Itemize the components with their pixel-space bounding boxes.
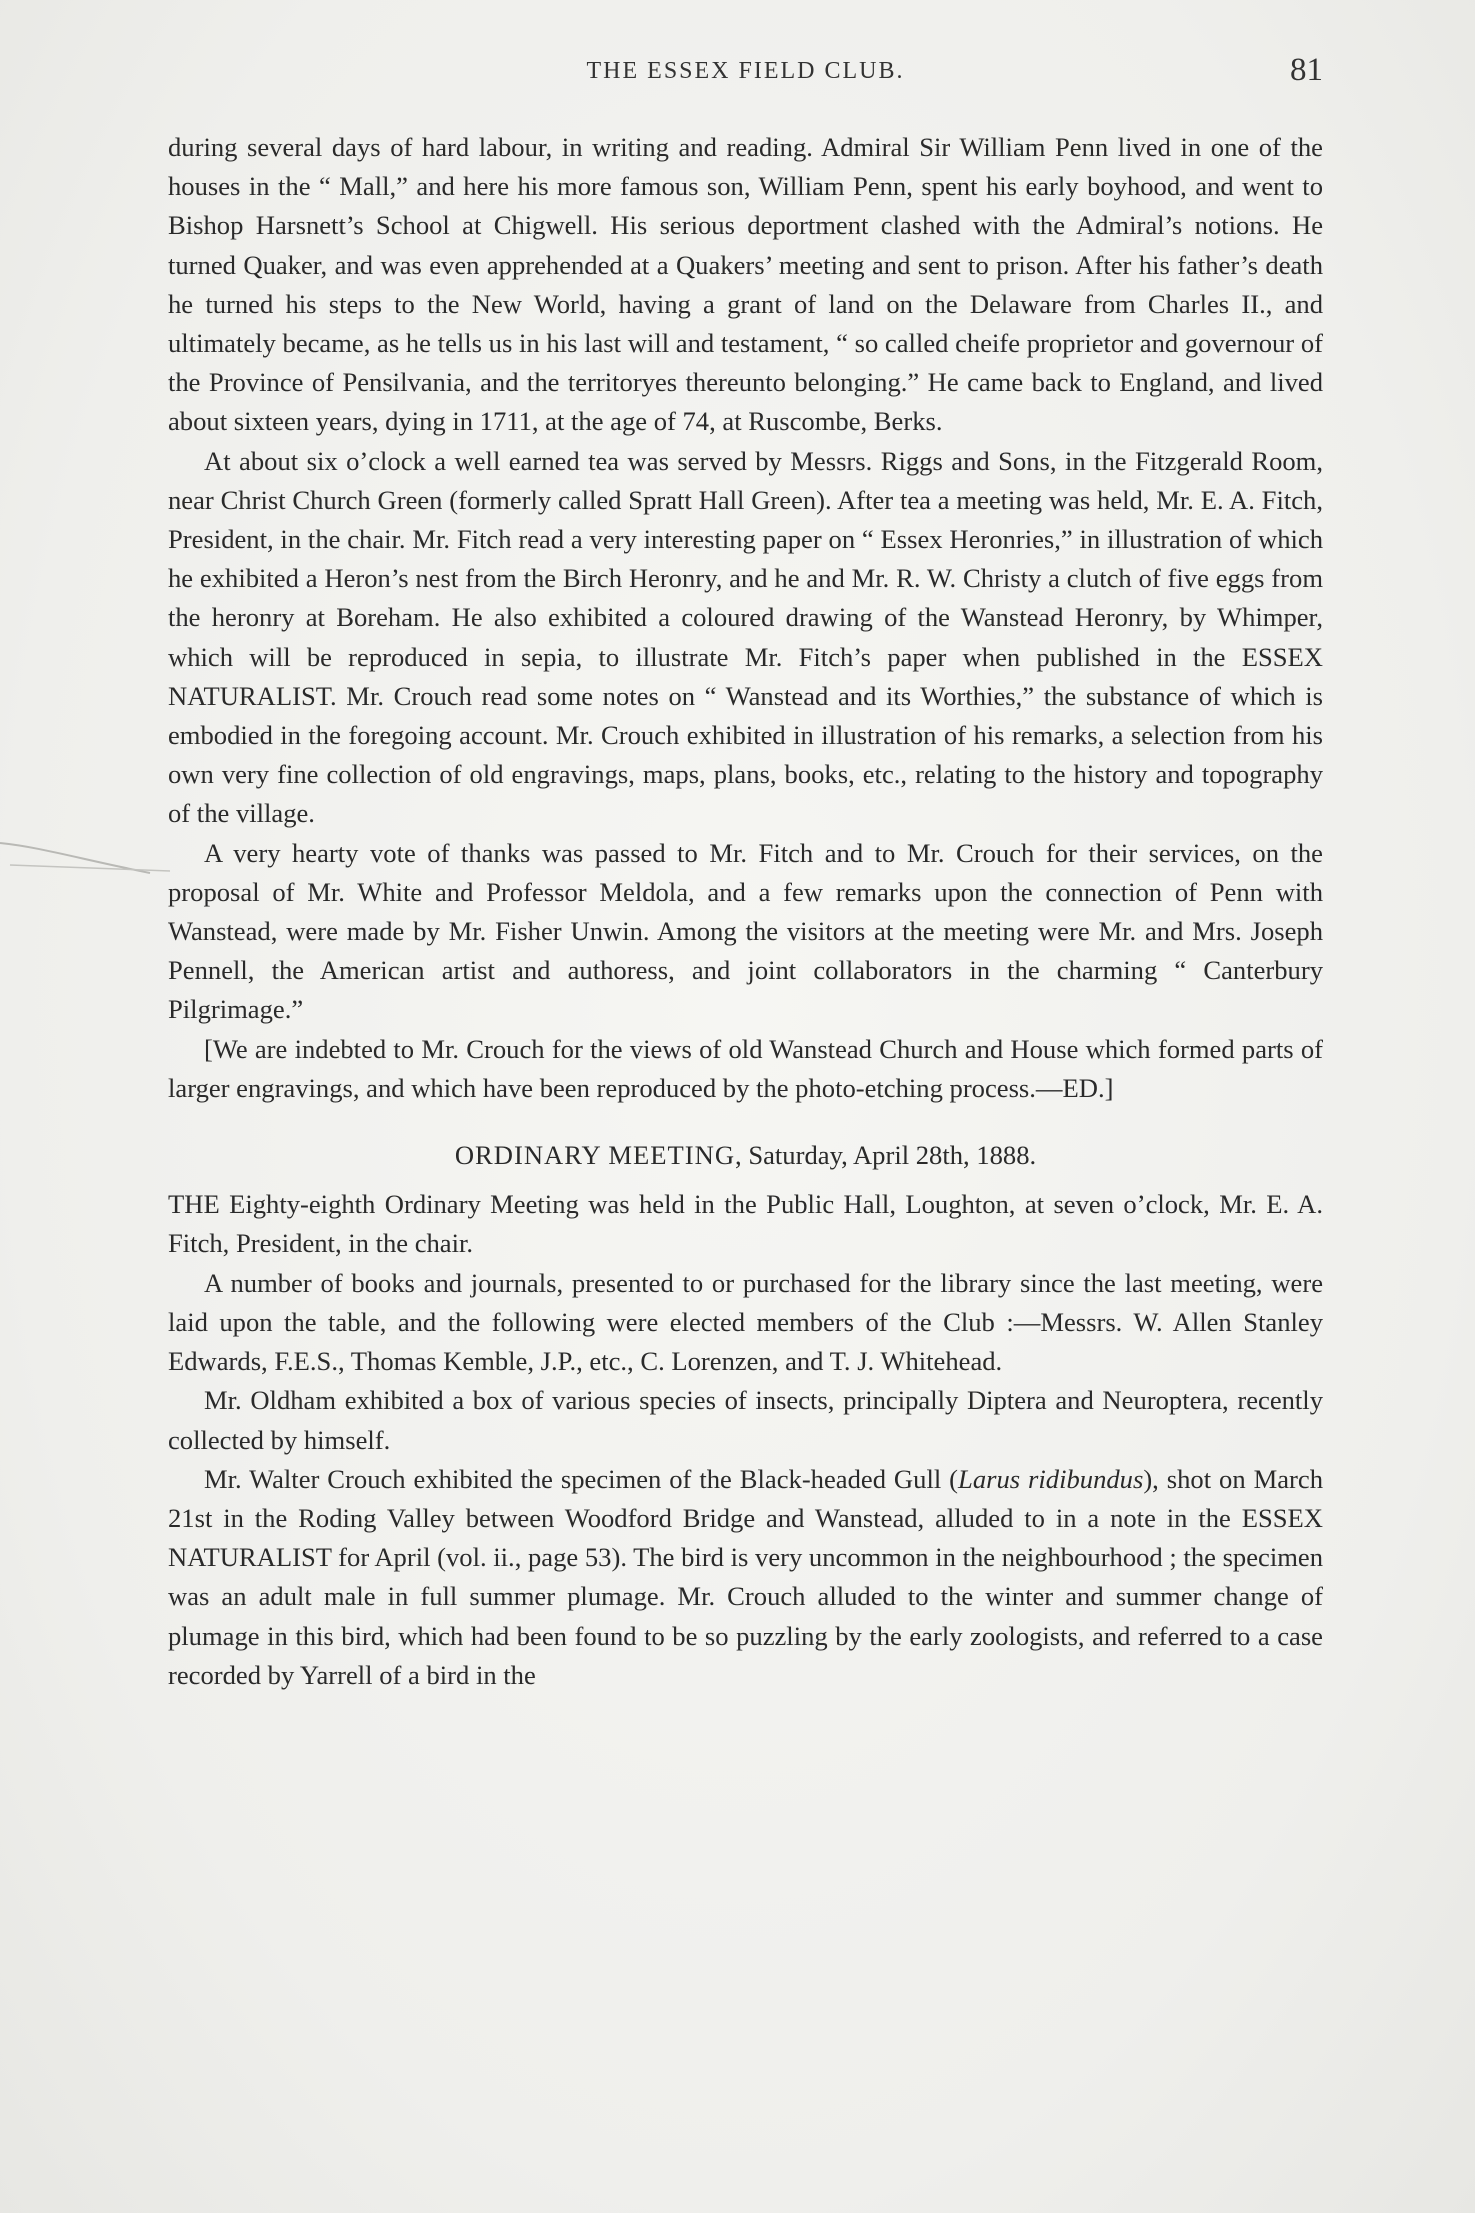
page-header	[168, 52, 1323, 100]
paragraph: during several days of hard labour, in writing and reading. Admiral Sir William Penn lived in one of the houses in the “ Mall,” and here his more famous son, William Penn, spent his early boyhood, and went to Bishop Harsnett’s School at Chigwell. His serious deportment clashed with the Admiral’s notions. He turned Quaker, and was even apprehended at a Quakers’ meeting and sent to prison. After his father’s death he turned his steps to the New World, having a grant of land on the Delaware from Charles II., and ultimately became, as he tells us in his last will and testament, “ so called cheife proprietor and governour of the Province of Pensilvania, and the territoryes thereunto belonging.” He came back to England, and lived about sixteen years, dying in 1711, at the age of 74, at Ruscombe, Berks.	[168, 132, 1323, 437]
paragraph: A number of books and journals, presented to or purchased for the library since the last meeting, were laid upon the table, and the following were elected members of the Club :—Messrs. W. Allen Stanley Edwards, F.E.S., Thomas Kemble, J.P., etc., C. Lorenzen, and T. J. Whitehead.	[168, 1267, 1323, 1377]
section-heading-date: , Saturday, April 28th, 1888.	[735, 1140, 1037, 1171]
paragraph: A very hearty vote of thanks was passed to Mr. Fitch and to Mr. Crouch for their services, on the proposal of Mr. White and Professor Meldola, and a few remarks upon the connection of Penn with Wanstead, were made by Mr. Fisher Unwin. Among the visitors at the meeting were Mr. and Mrs. Joseph Pennell, the American artist and authoress, and joint collaborators in the charming “ Canterbury Pilgrimage.”	[168, 837, 1323, 1025]
page-number: 81	[1290, 52, 1323, 88]
paragraph: [We are indebted to Mr. Crouch for the views of old Wanstead Church and House which formed parts of larger engravings, and which have been reproduced by the photo-etching process.—ED.]	[168, 1033, 1323, 1103]
body-text	[168, 128, 1323, 1695]
section-heading-label: ORDINARY MEETING	[454, 1140, 736, 1171]
paragraph	[168, 1460, 1323, 1695]
running-head: THE ESSEX FIELD CLUB.	[586, 58, 905, 84]
paragraph: THE Eighty-eighth Ordinary Meeting was held in the Public Hall, Loughton, at seven o’clock, Mr. E. A. Fitch, President, in the chair.	[168, 1189, 1323, 1259]
species-name: Larus ridibundus	[958, 1463, 1144, 1494]
paragraph: Mr. Oldham exhibited a box of various species of insects, principally Diptera and Neuroptera, recently collected by himself.	[168, 1385, 1323, 1455]
paragraph: At about six o’clock a well earned tea was served by Messrs. Riggs and Sons, in the Fitzgerald Room, near Christ Church Green (formerly called Spratt Hall Green). After tea a meeting was held, Mr. E. A. Fitch, President, in the chair. Mr. Fitch read a very interesting paper on “ Essex Heronries,” in illustration of which he exhibited a Heron’s nest from the Birch Heronry, and he and Mr. R. W. Christy a clutch of five eggs from the heronry at Boreham. He also exhibited a coloured drawing of the Wanstead Heronry, by Whimper, which will be reproduced in sepia, to illustrate Mr. Fitch’s paper when published in the ESSEX NATURALIST. Mr. Crouch read some notes on “ Wanstead and its Worthies,” the substance of which is embodied in the foregoing account. Mr. Crouch exhibited in illustration of his remarks, a selection from his own very fine collection of old engravings, maps, plans, books, etc., relating to the history and topography of the village.	[168, 445, 1323, 829]
paragraph-text: ), shot on March 21st in the Roding Valley between Woodford Bridge and Wanstead, alluded to in a note in the ESSEX NATURALIST for April (vol. ii., page 53). The bird is very uncommon in the neighbourhood ; the specimen was an adult male in full summer plumage. Mr. Crouch alluded to the winter and summer change of plumage in this bird, which had been found to be so puzzling by the early zoologists, and referred to a case recorded by Yarrell of a bird in the	[168, 1463, 1324, 1690]
section-heading	[168, 1136, 1323, 1175]
paragraph-text: Mr. Walter Crouch exhibited the specimen of the Black-headed Gull (	[204, 1463, 959, 1494]
